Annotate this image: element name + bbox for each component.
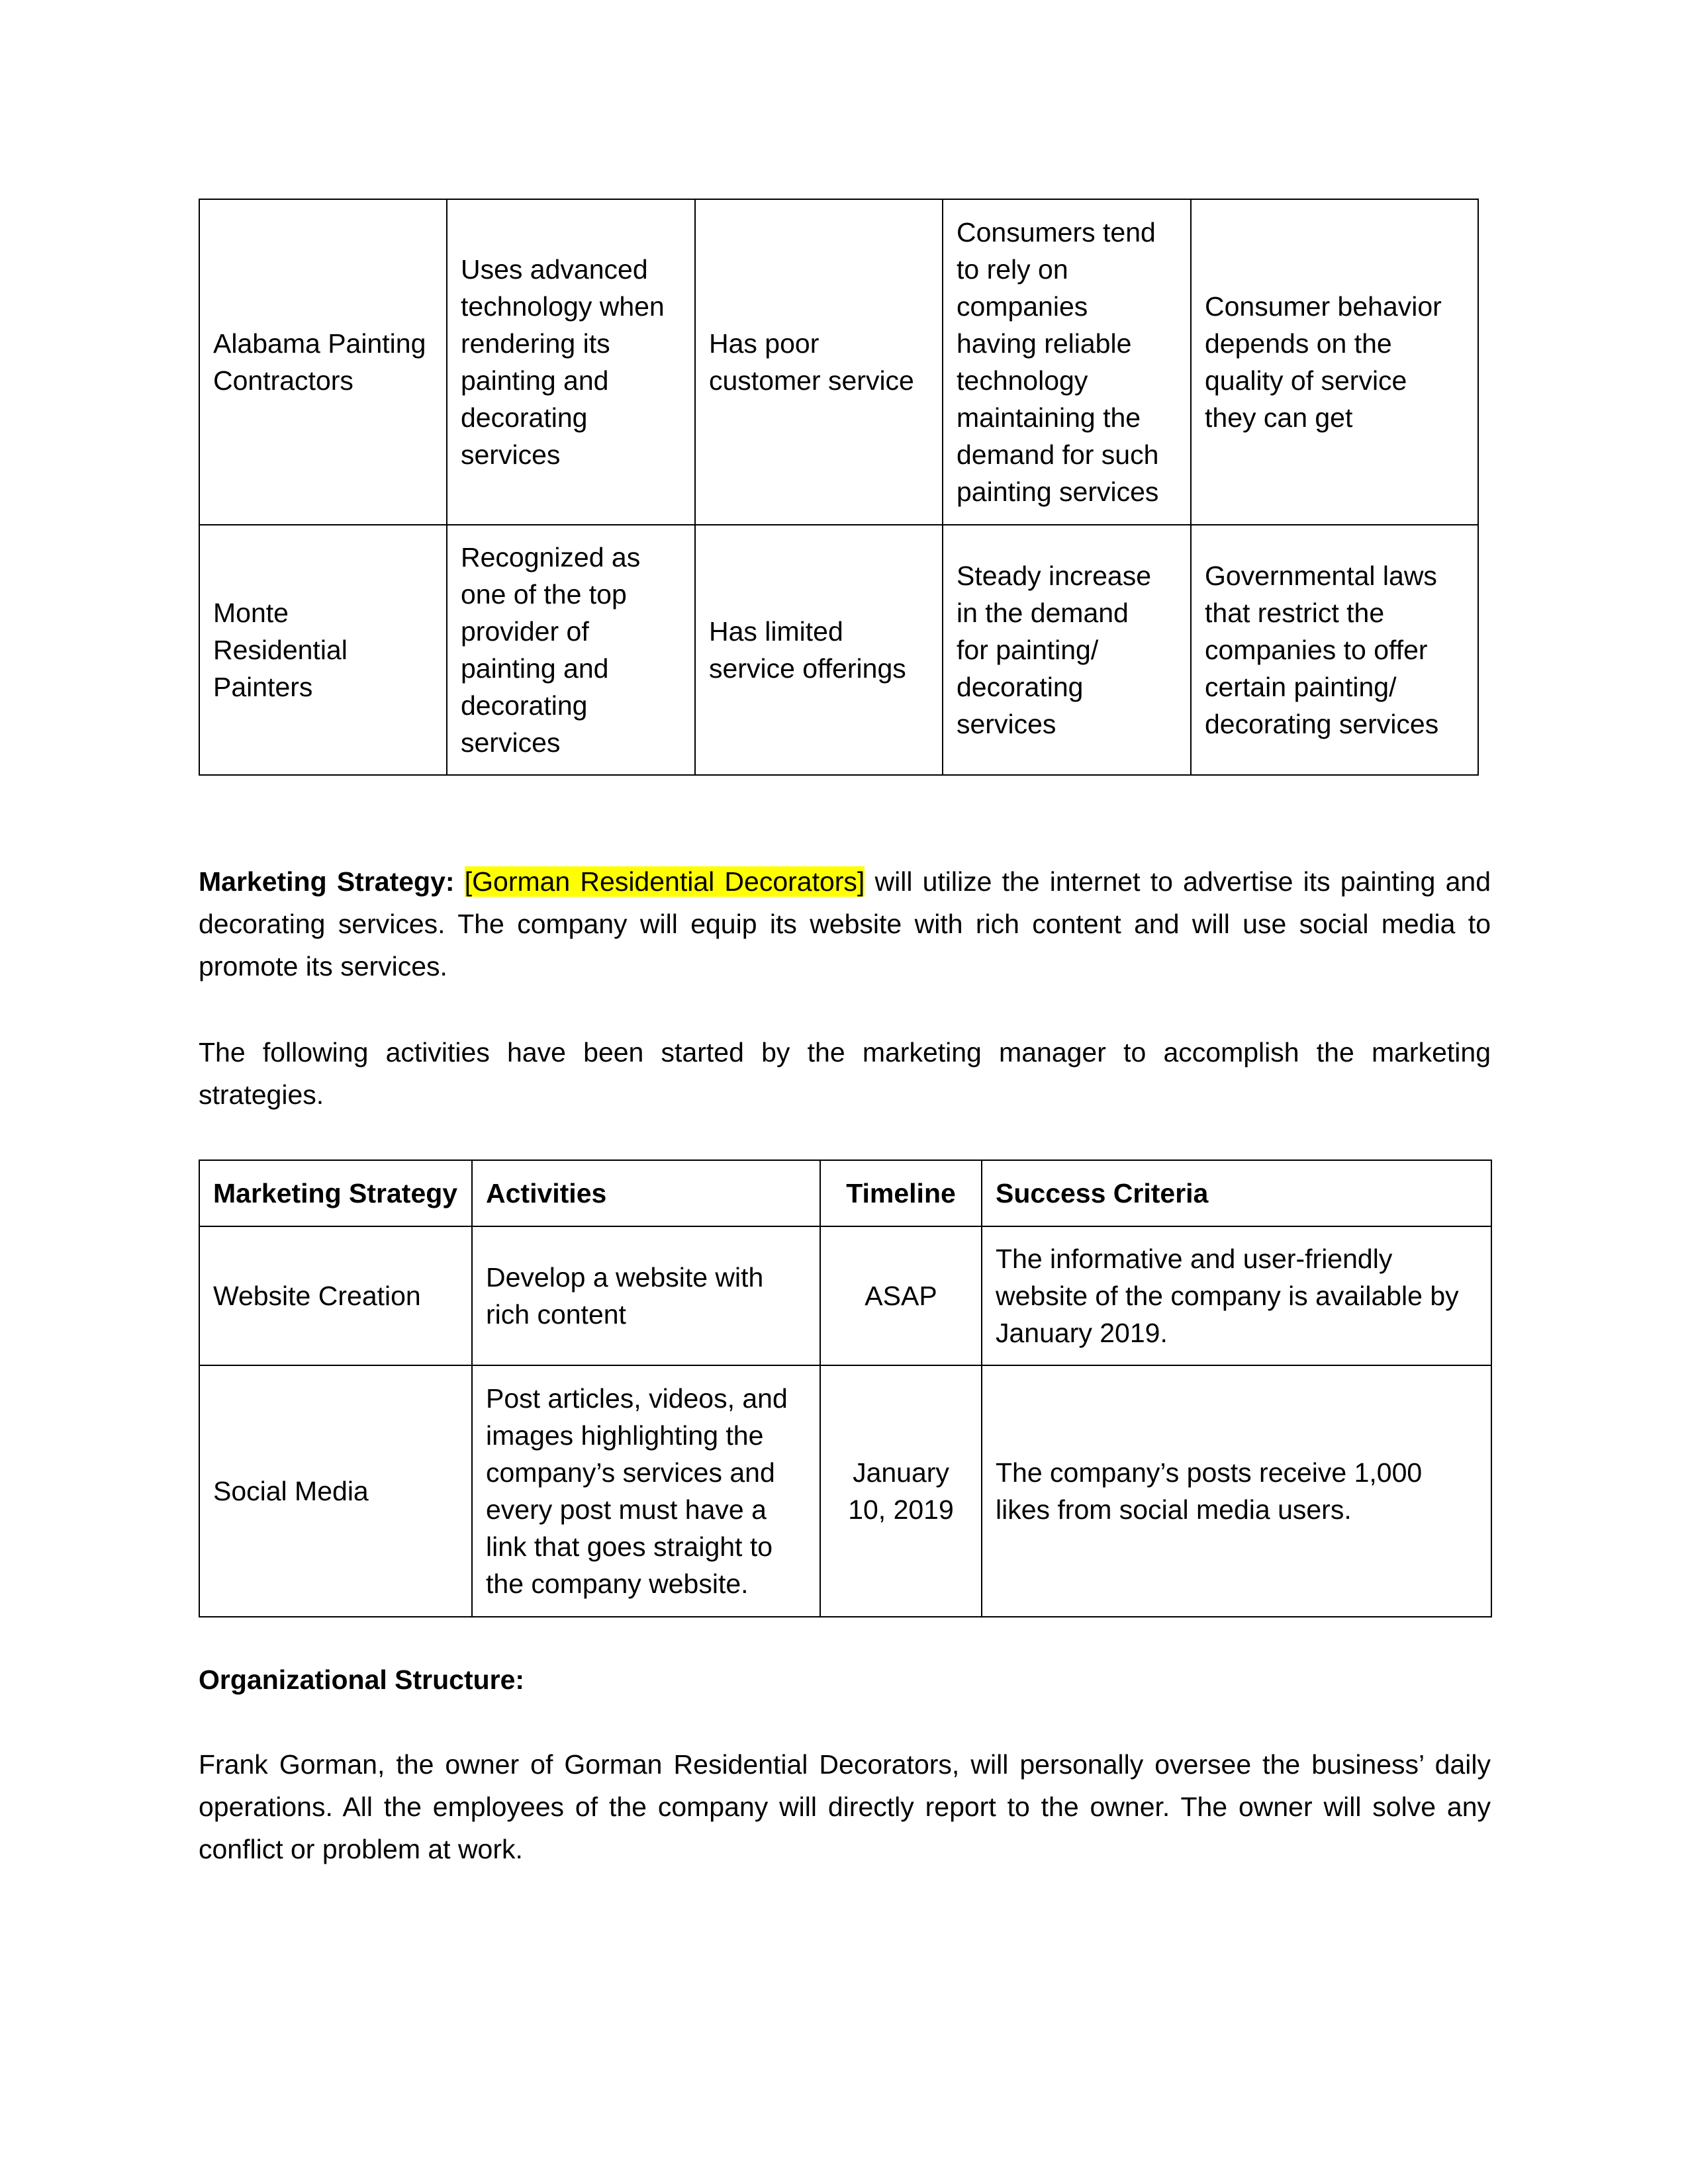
header-timeline: Timeline [820, 1160, 982, 1226]
weakness-cell: Has limited service offerings [695, 525, 943, 775]
competitor-name-cell: Alabama Painting Contractors [199, 199, 447, 525]
activities-intro-paragraph: The following activities have been started by the marketing manager to accomplish the marketing strategies. [199, 1037, 1491, 1110]
timeline-cell: January 10, 2019 [820, 1365, 982, 1617]
competitor-table [199, 199, 1479, 776]
strength-cell: Uses advanced technology when rendering its painting and decorating services [447, 199, 695, 525]
table-row [199, 525, 1478, 775]
success-criteria-cell: The informative and user-friendly website of the company is available by January 2019. [982, 1226, 1491, 1365]
org-structure-heading: Organizational Structure: [199, 1664, 525, 1695]
marketing-activities-table [199, 1160, 1492, 1617]
header-marketing-strategy: Marketing Strategy [199, 1160, 472, 1226]
table-row [199, 199, 1478, 525]
activities-cell: Develop a website with rich content [472, 1226, 820, 1365]
strength-cell: Recognized as one of the top provider of painting and decorating services [447, 525, 695, 775]
opportunity-cell: Consumers tend to rely on companies having reliable technology maintaining the demand for such painting services [943, 199, 1191, 525]
marketing-strategy-paragraph: Marketing Strategy: [Gorman Residential Decorators] will utilize the internet to advertise its painting and decorating services. The company will equip its website with rich content and will use social media to promote its services. [199, 866, 1491, 981]
table-row [199, 1365, 1491, 1617]
threat-cell: Governmental laws that restrict the companies to offer certain painting/ decorating services [1191, 525, 1478, 775]
marketing-strategy-label: Marketing Strategy: [199, 866, 455, 897]
weakness-cell: Has poor customer service [695, 199, 943, 525]
table-header-row [199, 1160, 1491, 1226]
strategy-cell: Social Media [199, 1365, 472, 1617]
competitor-name-cell: Monte Residential Painters [199, 525, 447, 775]
header-success-criteria: Success Criteria [982, 1160, 1491, 1226]
header-activities: Activities [472, 1160, 820, 1226]
org-structure-paragraph: Frank Gorman, the owner of Gorman Residential Decorators, will personally oversee the business’ daily operations. All the employees of the company will directly report to the owner. The owner will solve any conflict or problem at work. [199, 1749, 1491, 1864]
company-name-placeholder: [Gorman Residential Decorators] [464, 866, 865, 897]
threat-cell: Consumer behavior depends on the quality of service they can get [1191, 199, 1478, 525]
success-criteria-cell: The company’s posts receive 1,000 likes from social media users. [982, 1365, 1491, 1617]
activities-cell: Post articles, videos, and images highlighting the company’s services and every post must have a link that goes straight to the company website. [472, 1365, 820, 1617]
table-row [199, 1226, 1491, 1365]
timeline-cell: ASAP [820, 1226, 982, 1365]
strategy-cell: Website Creation [199, 1226, 472, 1365]
opportunity-cell: Steady increase in the demand for painting/ decorating services [943, 525, 1191, 775]
